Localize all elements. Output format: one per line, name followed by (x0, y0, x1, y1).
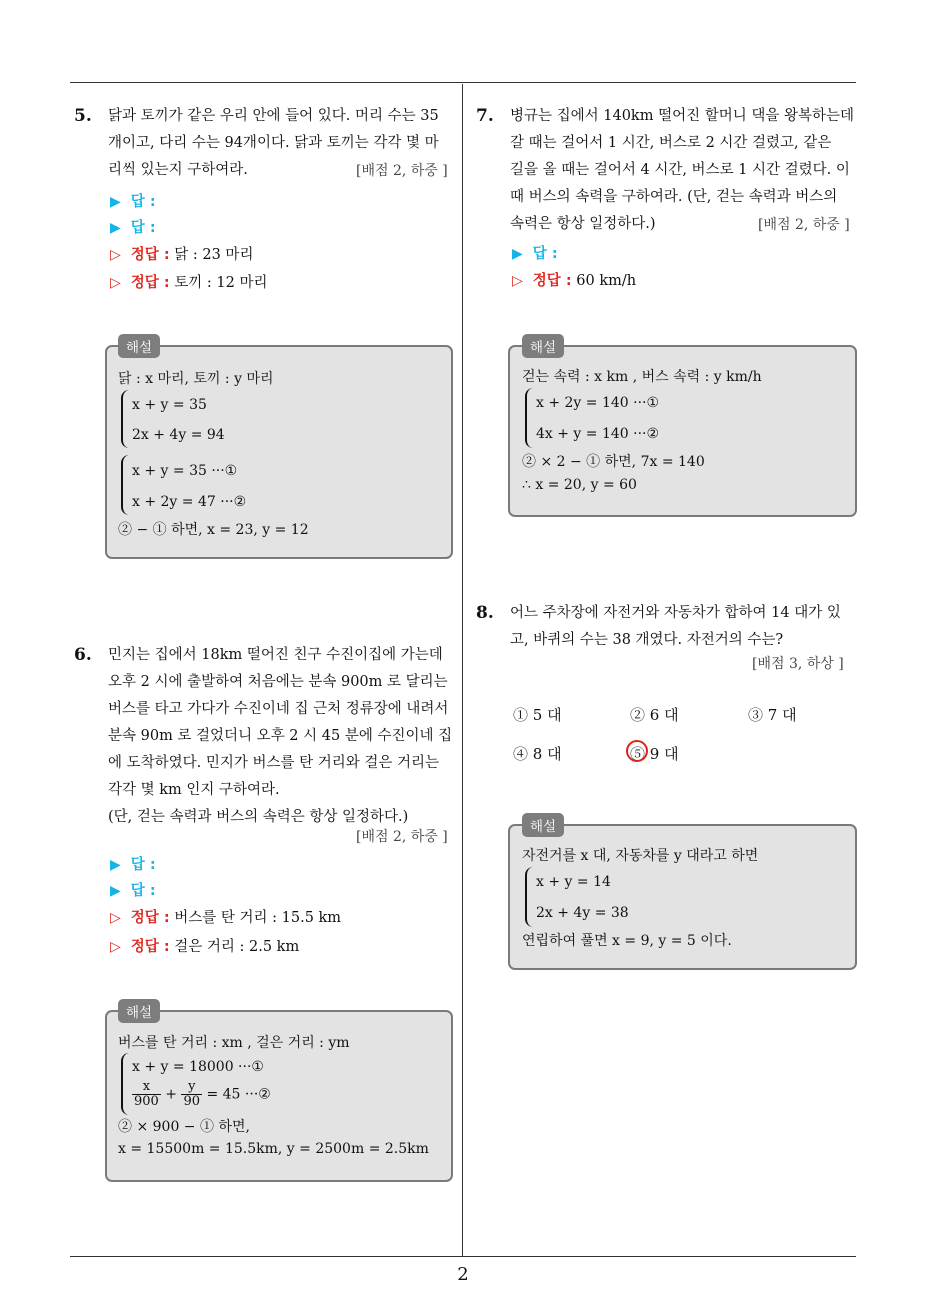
choice-3[interactable]: ③ 7 대 (748, 706, 797, 724)
question-number: 8. (476, 603, 494, 623)
answer-line[interactable] (110, 190, 156, 211)
play-triangle-icon: ▶ (110, 220, 121, 236)
choice-2[interactable]: ② 6 대 (630, 706, 679, 724)
answer-label: 답 : (130, 194, 156, 210)
text-line: 분속 90m 로 걸었더니 오후 2 시 45 분에 수진이네 집 (108, 728, 453, 744)
equation-rest: = 45 ···② (206, 1086, 271, 1103)
outline-triangle-icon: ▷ (512, 273, 523, 289)
column-divider (462, 84, 463, 1256)
correct-value: 닭 : 23 마리 (174, 247, 254, 263)
solution-line: 걷는 속력 : x km , 버스 속력 : y km/h (522, 369, 762, 385)
answer-label: 답 : (130, 220, 156, 236)
solution-line: ∴ x = 20, y = 60 (522, 477, 637, 493)
page-number: 2 (457, 1264, 469, 1285)
solution-line: 버스를 탄 거리 : xm , 걸은 거리 : ym (118, 1035, 350, 1051)
solution-line: x + 2y = 140 ···① (536, 395, 660, 411)
score-label: [배점 3, 하상 ] (752, 656, 844, 672)
answer-line[interactable] (110, 216, 156, 237)
fraction (132, 1080, 161, 1109)
outline-triangle-icon: ▷ (110, 939, 121, 955)
solution-line: x + 2y = 47 ···② (132, 494, 247, 510)
text-line: (단, 걷는 속력과 버스의 속력은 항상 일정하다.) (108, 809, 409, 825)
solution-line: x + y = 14 (536, 874, 611, 890)
choice-1[interactable]: ① 5 대 (513, 706, 562, 724)
text-line: 속력은 항상 일정하다.) (510, 216, 656, 232)
play-triangle-icon: ▶ (110, 883, 121, 899)
answer-label: 답 : (130, 857, 156, 873)
numerator: x (132, 1080, 161, 1095)
choice-5[interactable]: ⑤ 9 대 (630, 745, 679, 763)
denominator: 90 (183, 1094, 201, 1109)
text-line: 길을 올 때는 걸어서 4 시간, 버스로 1 시간 걸렸다. 이 (510, 162, 850, 178)
score-label: [배점 2, 하중 ] (356, 829, 448, 845)
solution-tag: 해설 (522, 334, 564, 358)
correct-answer (110, 906, 341, 927)
text-line: 민지는 집에서 18km 떨어진 친구 수진이집에 가는데 (108, 647, 443, 663)
bottom-rule (70, 1256, 856, 1257)
text-line: 버스를 타고 가다가 수진이네 집 근처 정류장에 내려서 (108, 701, 449, 717)
solution-line: x + y = 35 ···① (132, 463, 238, 479)
answer-label: 답 : (532, 246, 558, 262)
solution-tag: 해설 (522, 813, 564, 837)
solution-line: 닭 : x 마리, 토끼 : y 마리 (118, 371, 274, 387)
text-line: 갈 때는 걸어서 1 시간, 버스로 2 시간 걸렸고, 같은 (510, 135, 832, 151)
top-rule (70, 82, 856, 83)
correct-value: 토끼 : 12 마리 (174, 275, 268, 291)
correct-value: 버스를 탄 거리 : 15.5 km (174, 910, 342, 926)
text-line: 병규는 집에서 140km 떨어진 할머니 댁을 왕복하는데 (510, 108, 854, 124)
text-line: 에 도착하였다. 민지가 버스를 탄 거리와 걸은 거리는 (108, 755, 440, 771)
solution-line: 2x + 4y = 38 (536, 905, 629, 921)
score-label: [배점 2, 하중 ] (356, 163, 448, 179)
system-brace (121, 455, 129, 515)
solution-line: ② × 2 − ① 하면, 7x = 140 (522, 454, 705, 470)
solution-tag: 해설 (118, 334, 160, 358)
question-number: 7. (476, 106, 494, 126)
question-number: 6. (74, 645, 92, 665)
system-brace (121, 1053, 129, 1115)
correct-label: 정답 : (130, 910, 170, 926)
text-line: 각각 몇 km 인지 구하여라. (108, 782, 280, 798)
correct-answer (110, 243, 253, 264)
system-brace (121, 390, 129, 448)
text-line: 오후 2 시에 출발하여 처음에는 분속 900m 로 달리는 (108, 674, 448, 690)
correct-label: 정답 : (130, 939, 170, 955)
solution-line: 2x + 4y = 94 (132, 427, 225, 443)
solution-line: ② × 900 − ① 하면, (118, 1119, 250, 1135)
text-line: 개이고, 다리 수는 94개이다. 닭과 토끼는 각각 몇 마 (108, 135, 439, 151)
correct-label: 정답 : (532, 273, 572, 289)
fraction-equation (132, 1080, 271, 1109)
system-brace (525, 388, 533, 448)
solution-line: 4x + y = 140 ···② (536, 426, 660, 442)
solution-line: ② − ① 하면, x = 23, y = 12 (118, 522, 309, 538)
text-line: 고, 바퀴의 수는 38 개였다. 자전거의 수는? (510, 632, 784, 648)
correct-value: 걸은 거리 : 2.5 km (174, 939, 300, 955)
text-line: 어느 주차장에 자전거와 자동차가 합하여 14 대가 있 (510, 605, 841, 621)
correct-value: 60 km/h (576, 273, 637, 289)
answer-line[interactable] (512, 242, 558, 263)
answer-label: 답 : (130, 883, 156, 899)
correct-answer (110, 935, 299, 956)
score-label: [배점 2, 하중 ] (758, 217, 850, 233)
solution-tag: 해설 (118, 999, 160, 1023)
outline-triangle-icon: ▷ (110, 275, 121, 291)
correct-label: 정답 : (130, 275, 170, 291)
fraction (181, 1080, 202, 1109)
selected-answer-circle-icon (626, 740, 648, 762)
denominator: 900 (134, 1094, 159, 1109)
outline-triangle-icon: ▷ (110, 910, 121, 926)
play-triangle-icon: ▶ (110, 194, 121, 210)
question-text (108, 642, 456, 831)
plus-sign: + (165, 1086, 182, 1103)
text-line: 닭과 토끼가 같은 우리 안에 들어 있다. 머리 수는 35 (108, 108, 439, 124)
numerator: y (181, 1080, 202, 1095)
question-number: 5. (74, 106, 92, 126)
correct-label: 정답 : (130, 247, 170, 263)
answer-line[interactable] (110, 853, 156, 874)
answer-line[interactable] (110, 879, 156, 900)
solution-line: 연립하여 풀면 x = 9, y = 5 이다. (522, 933, 732, 949)
play-triangle-icon: ▶ (512, 246, 523, 262)
outline-triangle-icon: ▷ (110, 247, 121, 263)
play-triangle-icon: ▶ (110, 857, 121, 873)
system-brace (525, 867, 533, 927)
solution-line: x + y = 35 (132, 397, 207, 413)
correct-answer (512, 269, 636, 290)
question-text (510, 600, 858, 654)
text-line: 리씩 있는지 구하여라. (108, 162, 248, 178)
correct-answer (110, 271, 267, 292)
text-line: 때 버스의 속력을 구하여라. (단, 걷는 속력과 버스의 (510, 189, 838, 205)
solution-line: x + y = 18000 ···① (132, 1059, 264, 1075)
solution-line: x = 15500m = 15.5km, y = 2500m = 2.5km (118, 1141, 429, 1157)
solution-line: 자전거를 x 대, 자동차를 y 대라고 하면 (522, 848, 759, 864)
choice-4[interactable]: ④ 8 대 (513, 745, 562, 763)
